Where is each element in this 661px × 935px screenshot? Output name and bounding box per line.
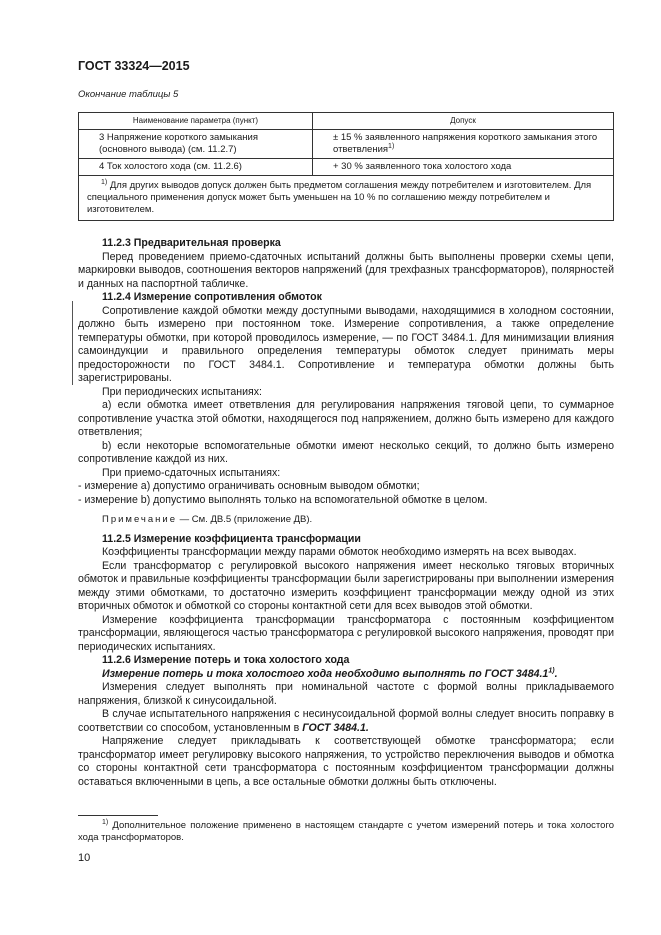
section-heading: 11.2.4 Измерение сопротивления обмоток (102, 291, 322, 303)
paragraph: Напряжение следует прикладывать к соответствующей обмотке трансформатора; если трансформатор имеет регулировку высокого напряжения, то устройство переключения выводов и обмотка со стороны контактной сети трансформатора с постоянным коэффициентом трансформации должны оставаться включенными в цепь, а все остальные обмотки должны быть отключены. (78, 735, 614, 788)
paragraph: В случае испытательного напряжения с несинусоидальной формой волны следует вносить поправку в соответствии со способом, установленным в ГОСТ 3484.1. (78, 708, 614, 734)
paragraph: Коэффициенты трансформации между парами обмоток необходимо измерять на всех выводах. (102, 546, 577, 558)
table-row (79, 159, 614, 176)
footnote-marker: 1) (101, 178, 108, 186)
emphasized-paragraph: Измерение потерь и тока холостого хода необходимо выполнять по ГОСТ 3484.1$^{1)}$. (102, 666, 558, 680)
paragraph: Измерения следует выполнять при номинальной частоте с формой волны прикладываемого напряжения, близкой к синусоидальной. (78, 681, 614, 707)
standard-reference: ГОСТ 3484.1. (302, 721, 369, 734)
page-footnote: $^{1)}$ Дополнительное положение применено в настоящем стандарте с учетом измерений потерь и тока холостого хода трансформаторов. (78, 818, 614, 843)
paragraph: Перед проведением приемо-сдаточных испытаний должны быть выполнены проверки схемы цепи, маркировки выводов, соотношения векторов напряжений (для трехфазных трансформаторов), полярностей и данных на паспортной табличке. (78, 250, 614, 290)
column-header: Допуск (313, 113, 614, 130)
tolerance-cell: ± 15 % заявленного напряжения короткого замыкания этого ответвления$^{1)}$ (313, 130, 614, 159)
note-label: Примечание (102, 514, 177, 525)
paragraph: Сопротивление каждой обмотки между доступными выводами, находящимися в холодном состоянии, должно быть измерено при постоянном токе. Измерение сопротивления, а также определение температуры обмотки, при которой проводилось измерение, — по ГОСТ 3484.1. Для минимизации влияния самоиндукции и правильного определения температуры обмоток следует принимать меры предосторожности по ГОСТ 3484.1. Сопротивление и температура обмотки должны быть зарегистрированы. (78, 304, 614, 384)
tolerance-table (78, 112, 614, 221)
footnote-marker: 1) (548, 666, 555, 674)
tolerance-cell: + 30 % заявленного тока холостого хода (313, 159, 614, 176)
table-caption: Окончание таблицы 5 (78, 89, 179, 100)
body-text (78, 237, 614, 789)
column-header: Наименование параметра (пункт) (79, 113, 313, 130)
paragraph: Измерение коэффициента трансформации трансформатора с постоянным коэффициентом трансформации, являющегося частью трансформатора с регулировкой высокого напряжения, проводят при периодических испытаниях. (78, 613, 614, 653)
table-header-row (79, 113, 614, 130)
section-heading: 11.2.5 Измерение коэффициента трансформации (102, 532, 361, 545)
list-item: a) если обмотка имеет ответвления для регулирования напряжения тяговой цепи, то суммарное сопротивление участка этой обмотки, находящегося под напряжением, должно быть измерено для каждого ответвления; (78, 399, 614, 438)
table-row (79, 130, 614, 159)
footnote-marker: 1) (388, 142, 395, 150)
table-footnote-row (79, 176, 614, 221)
section-heading: 11.2.3 Предварительная проверка (102, 237, 281, 249)
footnote-divider (78, 815, 158, 816)
paragraph: При приемо-сдаточных испытаниях: (102, 466, 281, 479)
document-code: ГОСТ 33324—2015 (78, 59, 190, 73)
param-cell: 4 Ток холостого хода (см. 11.2.6) (79, 159, 313, 176)
table-footnote: $^{1)}$ Для других выводов допуск должен быть предметом соглашения между потребителем и изготовителем. Для специального применения допуск может быть уменьшен на 10 % по соглашению между потребителем и изготовителем. (79, 176, 614, 221)
section-heading: 11.2.6 Измерение потерь и тока холостого хода (102, 654, 350, 666)
footnote-marker: 1) (102, 818, 109, 826)
dash-item: - измерение a) допустимо ограничивать основным выводом обмотки; (78, 480, 420, 492)
page-number: 10 (78, 852, 91, 864)
dash-item: - измерение b) допустимо выполнять только на вспомогательной обмотке в целом. (78, 493, 488, 506)
param-cell: 3 Напряжение короткого замыкания (основного вывода) (см. 11.2.7) (79, 130, 313, 159)
paragraph: При периодических испытаниях: (102, 385, 262, 398)
note: Примечание — См. ДВ.5 (приложение ДВ). (102, 514, 313, 525)
change-bar (72, 301, 73, 385)
list-item: b) если некоторые вспомогательные обмотки имеют несколько секций, то должно быть измерено сопротивление каждой из них. (78, 439, 614, 465)
paragraph: Если трансформатор с регулировкой высокого напряжения имеет несколько тяговых вторичных обмоток и правильные коэффициенты трансформации были зарегистрированы при выполнении измерения между этими обмотками, то достаточно измерить коэффициент трансформации между одной из этих вторичных обмоток и обмоткой со стороны контактной сети для всех выводов этой обмотки. (78, 559, 614, 612)
